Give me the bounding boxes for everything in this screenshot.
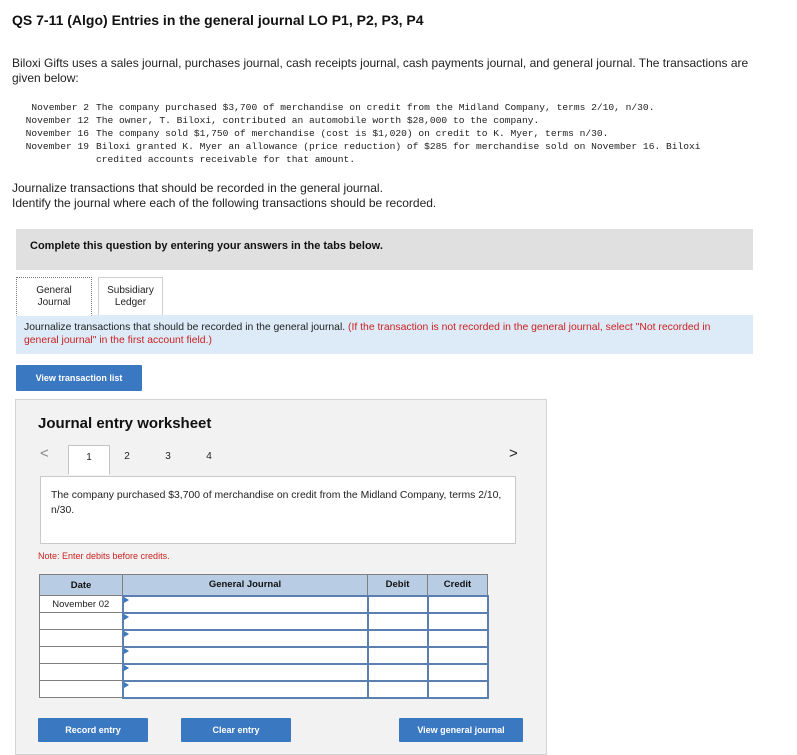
debit-field[interactable] bbox=[368, 613, 428, 630]
account-field[interactable] bbox=[123, 664, 368, 681]
debit-field[interactable] bbox=[368, 681, 428, 698]
table-row bbox=[40, 647, 488, 664]
intro-text: Biloxi Gifts uses a sales journal, purchases journal, cash receipts journal, cash payments journal, and general journal. The transactions are given below: bbox=[12, 56, 749, 85]
page-title: QS 7-11 (Algo) Entries in the general journal LO P1, P2, P3, P4 bbox=[12, 12, 424, 28]
tab-subsidiary-ledger[interactable] bbox=[98, 277, 163, 316]
page-tab-4[interactable]: 4 bbox=[206, 451, 212, 462]
transaction-description: The company purchased $3,700 of merchandise on credit from the Midland Company, terms 2/10, n/30. bbox=[40, 476, 516, 544]
transaction-row bbox=[12, 140, 701, 166]
column-header-date: Date bbox=[40, 575, 123, 596]
debit-field[interactable] bbox=[368, 596, 428, 613]
account-field[interactable] bbox=[123, 613, 368, 630]
account-field[interactable] bbox=[123, 596, 368, 613]
chevron-right-icon[interactable]: > bbox=[509, 445, 518, 462]
column-header-debit: Debit bbox=[368, 575, 428, 596]
dropdown-marker-icon bbox=[124, 648, 129, 654]
dropdown-marker-icon bbox=[124, 631, 129, 637]
complete-question-text: Complete this question by entering your answers in the tabs below. bbox=[30, 240, 383, 252]
transaction-row bbox=[12, 127, 701, 140]
tab-label: General bbox=[36, 284, 72, 296]
clear-entry-button[interactable]: Clear entry bbox=[181, 718, 291, 742]
credit-field[interactable] bbox=[428, 647, 488, 664]
column-header-general-journal: General Journal bbox=[123, 575, 368, 596]
column-header-credit: Credit bbox=[428, 575, 488, 596]
table-row bbox=[40, 630, 488, 647]
table-row bbox=[40, 681, 488, 698]
view-transaction-list-button[interactable]: View transaction list bbox=[16, 365, 142, 391]
tab-label: Journal bbox=[37, 296, 71, 308]
instructions bbox=[12, 181, 436, 211]
transaction-text: The owner, T. Biloxi, contributed an automobile worth $28,000 to the company. bbox=[96, 115, 540, 126]
page-tab-1[interactable]: 1 bbox=[68, 445, 110, 475]
instruction-line: Journalize transactions that should be recorded in the general journal. bbox=[12, 181, 383, 195]
worksheet-title: Journal entry worksheet bbox=[38, 415, 212, 432]
record-entry-button[interactable]: Record entry bbox=[38, 718, 148, 742]
account-field[interactable] bbox=[123, 630, 368, 647]
tab-label: Ledger bbox=[114, 296, 147, 308]
banner-text: Journalize transactions that should be recorded in the general journal. bbox=[24, 322, 346, 333]
table-header-row bbox=[40, 575, 488, 596]
note-text: Note: Enter debits before credits. bbox=[38, 551, 170, 561]
dropdown-marker-icon bbox=[124, 682, 129, 688]
account-field[interactable] bbox=[123, 681, 368, 698]
credit-field[interactable] bbox=[428, 596, 488, 613]
transaction-text: The company sold $1,750 of merchandise (cost is $1,020) on credit to K. Myer, terms n/30. bbox=[96, 128, 609, 139]
date-cell[interactable] bbox=[40, 613, 123, 630]
transaction-list bbox=[12, 101, 701, 166]
date-cell[interactable]: November 02 bbox=[40, 596, 123, 613]
debit-field[interactable] bbox=[368, 647, 428, 664]
banner-hint: (If the transaction is not recorded in the general journal, select "Not recorded in general journal" in the first account field.) bbox=[24, 322, 711, 346]
journal-entry-worksheet bbox=[15, 399, 547, 755]
transaction-date: November 2 bbox=[31, 102, 89, 113]
debit-field[interactable] bbox=[368, 630, 428, 647]
dropdown-marker-icon bbox=[124, 665, 129, 671]
dropdown-marker-icon bbox=[124, 597, 129, 603]
date-cell[interactable] bbox=[40, 664, 123, 681]
complete-question-box bbox=[16, 229, 753, 270]
table-row bbox=[40, 664, 488, 681]
instruction-line: Identify the journal where each of the following transactions should be recorded. bbox=[12, 196, 437, 210]
page-tab-3[interactable]: 3 bbox=[165, 451, 171, 462]
table-row bbox=[40, 596, 488, 613]
transaction-date: November 19 bbox=[25, 141, 89, 152]
transaction-date: November 12 bbox=[25, 115, 89, 126]
date-cell[interactable] bbox=[40, 630, 123, 647]
page-tab-2[interactable]: 2 bbox=[124, 451, 130, 462]
view-general-journal-button[interactable]: View general journal bbox=[399, 718, 523, 742]
date-cell[interactable] bbox=[40, 647, 123, 664]
credit-field[interactable] bbox=[428, 664, 488, 681]
credit-field[interactable] bbox=[428, 613, 488, 630]
credit-field[interactable] bbox=[428, 630, 488, 647]
debit-field[interactable] bbox=[368, 664, 428, 681]
credit-field[interactable] bbox=[428, 681, 488, 698]
transaction-row bbox=[12, 101, 701, 114]
date-cell[interactable] bbox=[40, 681, 123, 698]
dropdown-marker-icon bbox=[124, 614, 129, 620]
chevron-left-icon[interactable]: < bbox=[40, 445, 49, 462]
account-field[interactable] bbox=[123, 647, 368, 664]
transaction-text: Biloxi granted K. Myer an allowance (price reduction) of $285 for merchandise sold on November 16. Biloxi credited accounts receivable for that amount. bbox=[96, 141, 701, 165]
journal-table bbox=[39, 574, 489, 699]
transaction-date: November 16 bbox=[25, 128, 89, 139]
table-row bbox=[40, 613, 488, 630]
transaction-row bbox=[12, 114, 701, 127]
tab-general-journal[interactable] bbox=[16, 277, 92, 316]
transaction-text: The company purchased $3,700 of merchandise on credit from the Midland Company, terms 2/10, n/30. bbox=[96, 102, 655, 113]
instruction-banner bbox=[16, 315, 753, 354]
tab-label: Subsidiary bbox=[107, 284, 154, 296]
